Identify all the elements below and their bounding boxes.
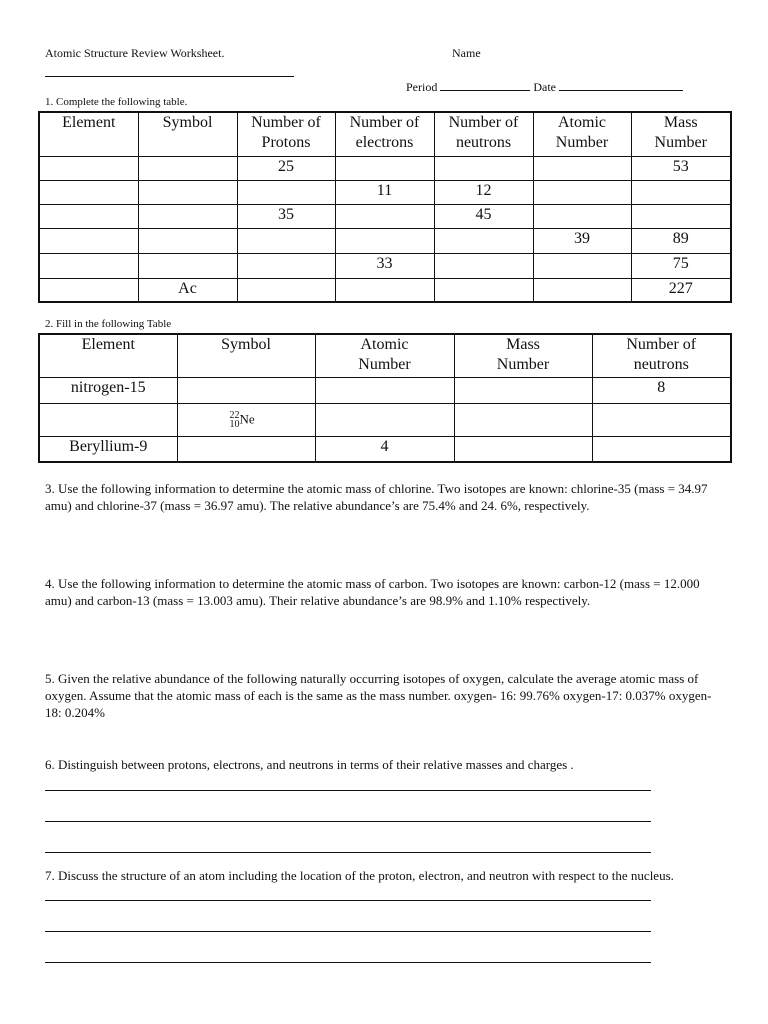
date-blank[interactable] bbox=[559, 89, 683, 91]
table-row bbox=[39, 156, 731, 180]
question-6: 6. Distinguish between protons, electrons, and neutrons in terms of their relative masses and charges . bbox=[45, 757, 574, 772]
question-7: 7. Discuss the structure of an atom including the location of the proton, electron, and neutron with respect to the nucleus. bbox=[45, 868, 674, 883]
table1-header-atomic-number: Atomic Number bbox=[533, 112, 631, 156]
table-cell[interactable] bbox=[335, 278, 434, 302]
table-cell[interactable] bbox=[39, 156, 138, 180]
table2-header-element: Element bbox=[39, 334, 177, 377]
table-cell[interactable] bbox=[533, 204, 631, 228]
table-cell[interactable] bbox=[533, 180, 631, 204]
table-cell[interactable] bbox=[138, 253, 237, 278]
table-cell[interactable] bbox=[434, 156, 533, 180]
table-row bbox=[39, 403, 731, 436]
table-cell[interactable] bbox=[434, 228, 533, 253]
table-cell-isotope[interactable] bbox=[177, 403, 315, 436]
table-row bbox=[39, 278, 731, 302]
table-row bbox=[39, 228, 731, 253]
answer-line[interactable] bbox=[45, 821, 651, 822]
table-cell[interactable] bbox=[237, 278, 335, 302]
table-cell[interactable] bbox=[315, 377, 454, 403]
table-cell[interactable]: 4 bbox=[315, 436, 454, 462]
table-cell[interactable]: 11 bbox=[335, 180, 434, 204]
answer-line[interactable] bbox=[45, 900, 651, 901]
table-cell[interactable] bbox=[39, 403, 177, 436]
table-cell[interactable] bbox=[335, 156, 434, 180]
table-cell[interactable] bbox=[592, 436, 731, 462]
table-cell[interactable] bbox=[454, 436, 592, 462]
name-label: Name bbox=[452, 46, 481, 60]
table-cell[interactable] bbox=[631, 180, 731, 204]
isotope-atomic-number: 10 bbox=[229, 418, 240, 430]
table-cell[interactable] bbox=[434, 278, 533, 302]
table-row bbox=[39, 204, 731, 228]
table-cell[interactable] bbox=[533, 278, 631, 302]
answer-line[interactable] bbox=[45, 790, 651, 791]
table1-caption: 1. Complete the following table. bbox=[45, 96, 188, 108]
period-blank[interactable] bbox=[440, 89, 530, 91]
question-4: 4. Use the following information to determine the atomic mass of carbon. Two isotopes are known: carbon-12 (mass = 12.000 amu) and carbon-13 (mass = 13.003 amu). Their relative abundance’s are 98.9% and 1.10% respectively. bbox=[45, 576, 700, 608]
table-cell[interactable] bbox=[335, 228, 434, 253]
table-cell[interactable]: nitrogen-15 bbox=[39, 377, 177, 403]
table-cell[interactable]: 8 bbox=[592, 377, 731, 403]
table1-header-mass-number: Mass Number bbox=[631, 112, 731, 156]
table-cell[interactable] bbox=[138, 204, 237, 228]
table-cell[interactable] bbox=[335, 204, 434, 228]
table1-header-symbol: Symbol bbox=[138, 112, 237, 156]
table-cell[interactable] bbox=[454, 403, 592, 436]
table-row bbox=[39, 253, 731, 278]
isotope-symbol: Ne bbox=[239, 411, 255, 427]
table-cell[interactable] bbox=[237, 228, 335, 253]
name-blank-line[interactable] bbox=[45, 76, 294, 77]
table-cell[interactable]: 227 bbox=[631, 278, 731, 302]
table-cell[interactable]: 25 bbox=[237, 156, 335, 180]
table2-header-atomic-number: Atomic Number bbox=[315, 334, 454, 377]
table-cell[interactable]: 53 bbox=[631, 156, 731, 180]
table2-header-mass-number: Mass Number bbox=[454, 334, 592, 377]
table-cell[interactable]: 39 bbox=[533, 228, 631, 253]
table-cell[interactable] bbox=[237, 253, 335, 278]
period-label: Period bbox=[406, 80, 438, 94]
table2-header-symbol: Symbol bbox=[177, 334, 315, 377]
table-cell[interactable] bbox=[39, 180, 138, 204]
question-5: 5. Given the relative abundance of the following naturally occurring isotopes of oxygen, calculate the average atomic mass of oxygen. Assume that the atomic mass of each is the same as the mass number. oxygen- 16: 99.76% oxygen-17: 0.037% oxygen-18: 0.204% bbox=[45, 671, 712, 720]
table-cell[interactable] bbox=[39, 278, 138, 302]
table-cell[interactable] bbox=[434, 253, 533, 278]
table-cell[interactable] bbox=[315, 403, 454, 436]
table-cell[interactable] bbox=[177, 377, 315, 403]
table-cell[interactable]: 75 bbox=[631, 253, 731, 278]
table1 bbox=[38, 111, 732, 303]
table-cell[interactable] bbox=[237, 180, 335, 204]
table-cell[interactable] bbox=[138, 180, 237, 204]
table2-header-neutrons: Number of neutrons bbox=[592, 334, 731, 377]
table1-header-protons: Number of Protons bbox=[237, 112, 335, 156]
table-cell[interactable] bbox=[138, 228, 237, 253]
worksheet-title: Atomic Structure Review Worksheet. bbox=[45, 46, 225, 60]
table-cell[interactable] bbox=[39, 204, 138, 228]
table-cell[interactable]: 33 bbox=[335, 253, 434, 278]
table-row bbox=[39, 377, 731, 403]
table-row bbox=[39, 436, 731, 462]
table1-header-row bbox=[39, 112, 731, 156]
isotope-notation bbox=[230, 411, 240, 429]
table-cell[interactable] bbox=[454, 377, 592, 403]
date-label: Date bbox=[533, 80, 556, 94]
period-date-row bbox=[406, 80, 683, 95]
table-cell[interactable]: 45 bbox=[434, 204, 533, 228]
table-cell[interactable] bbox=[138, 156, 237, 180]
table1-header-electrons: Number of electrons bbox=[335, 112, 434, 156]
table-cell[interactable]: 89 bbox=[631, 228, 731, 253]
table-cell[interactable]: 35 bbox=[237, 204, 335, 228]
table-cell[interactable] bbox=[533, 156, 631, 180]
table-row bbox=[39, 180, 731, 204]
answer-line[interactable] bbox=[45, 852, 651, 853]
table-cell[interactable] bbox=[592, 403, 731, 436]
question-3: 3. Use the following information to determine the atomic mass of chlorine. Two isotopes are known: chlorine-35 (mass = 34.97 amu) and chlorine-37 (mass = 36.97 amu). The relative abundance’s are 75.4% and 24. 6%, respectively. bbox=[45, 481, 708, 513]
table2-header-row bbox=[39, 334, 731, 377]
table2-caption: 2. Fill in the following Table bbox=[45, 318, 172, 330]
table-cell[interactable] bbox=[631, 204, 731, 228]
table-cell[interactable] bbox=[533, 253, 631, 278]
table1-header-element: Element bbox=[39, 112, 138, 156]
table-cell[interactable]: 12 bbox=[434, 180, 533, 204]
table-cell[interactable]: Ac bbox=[138, 278, 237, 302]
table2 bbox=[38, 333, 732, 463]
table-cell[interactable] bbox=[177, 436, 315, 462]
table1-header-neutrons: Number of neutrons bbox=[434, 112, 533, 156]
isotope-mass-number: 22 bbox=[229, 409, 240, 421]
answer-line[interactable] bbox=[45, 962, 651, 963]
table-cell[interactable] bbox=[39, 253, 138, 278]
table-cell[interactable] bbox=[39, 228, 138, 253]
answer-line[interactable] bbox=[45, 931, 651, 932]
table-cell[interactable]: Beryllium-9 bbox=[39, 436, 177, 462]
